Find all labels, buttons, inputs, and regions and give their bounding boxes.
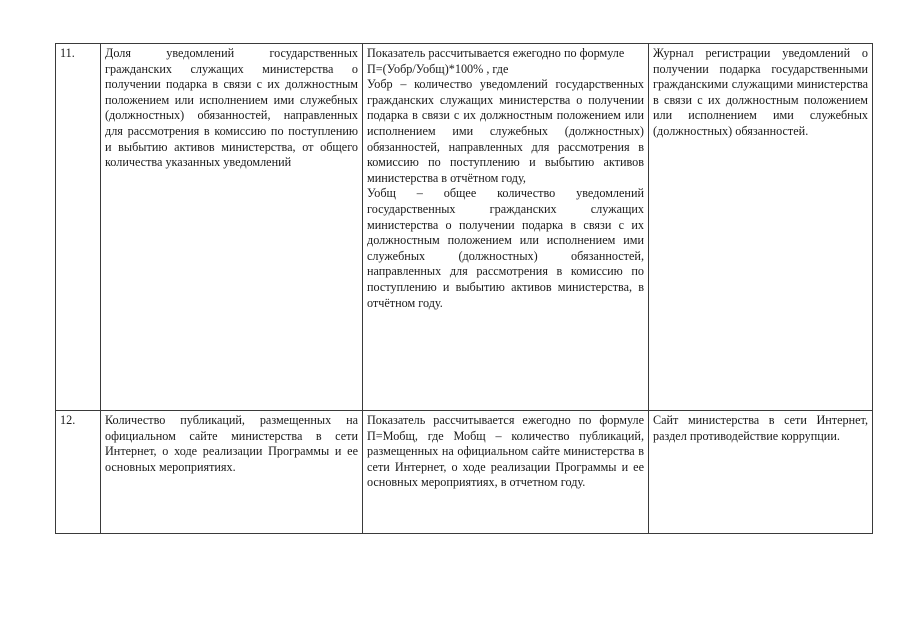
data-source-cell: Журнал регистрации уведомлений о получении подарка государственными гражданскими служащими министерства в связи с их должностным положением или исполнением ими служебных (должностных) обязанностей. (649, 44, 873, 411)
calculation-intro: Показатель рассчитывается ежегодно по формуле П=Мобщ, где Мобщ – количество публикаций, размещенных на официальном сайте министерства в сети Интернет, о ходе реализации Программы и ее основных мероприятиях, в отчетном году. (367, 413, 644, 490)
table-row (56, 44, 873, 411)
indicators-table (55, 43, 873, 534)
calculation-intro: Показатель рассчитывается ежегодно по формуле (367, 46, 625, 60)
row-number-cell: 11. (56, 44, 101, 411)
row-number-cell: 12. (56, 411, 101, 534)
data-source-cell: Сайт министерства в сети Интернет, раздел противодействие коррупции. (649, 411, 873, 534)
table-row (56, 411, 873, 534)
calculation-term-definition: Уобщ – общее количество уведомлений государственных гражданских служащих министерства о получении подарка в связи с их должностным положением или исполнением ими служебных (должностных) обязанностей, направленных для рассмотрения в комиссию по поступлению и выбытию активов министерства, в отчётном году. (367, 186, 644, 310)
calculation-method-cell (363, 411, 649, 534)
calculation-formula: П=(Уобр/Уобщ)*100% , где (367, 61, 509, 76)
indicator-name-cell: Количество публикаций, размещенных на официальном сайте министерства в сети Интернет, о ходе реализации Программы и ее основных мероприятиях. (101, 411, 363, 534)
indicator-name-cell: Доля уведомлений государственных гражданских служащих министерства о получении подарка в связи с их должностным положением или исполнением ими служебных (должностных) обязанностей, направленных для рассмотрения в комиссию по поступлению и выбытию активов министерства, от общего количества указанных уведомлений (101, 44, 363, 411)
calculation-method-cell (363, 44, 649, 411)
calculation-term-definition: Уобр – количество уведомлений государственных гражданских служащих министерства о получении подарка в связи с их должностным положением или исполнением ими служебных (должностных) обязанностей, направленных для рассмотрения в комиссию по поступлению и выбытию активов министерства в отчётном году, (367, 77, 644, 185)
